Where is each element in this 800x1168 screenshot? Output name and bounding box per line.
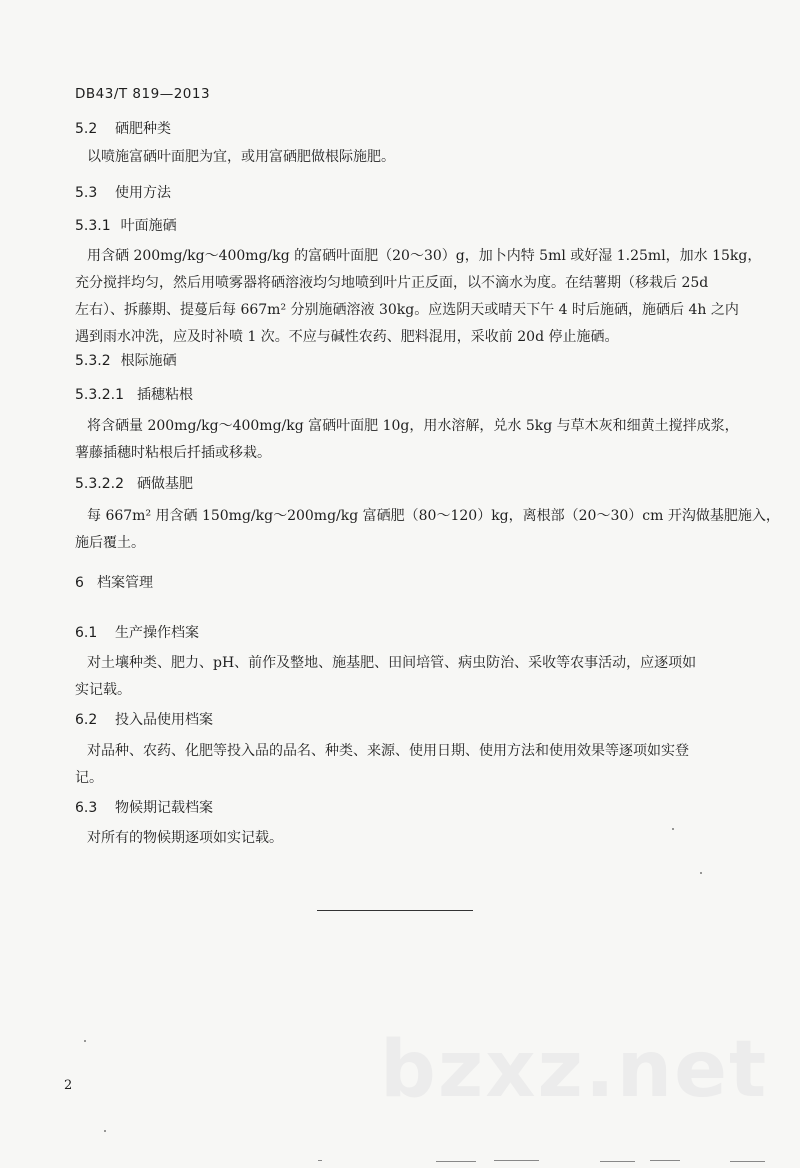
section-6-2-heading: [75, 709, 213, 729]
section-title: 投入品使用档案: [115, 712, 213, 728]
standard-code-header: DB43/T 819—2013: [75, 86, 211, 102]
section-number: 6.3: [75, 800, 98, 816]
paragraph-5-3-1: [75, 243, 762, 351]
section-5-3-2-2-heading: [75, 473, 193, 493]
page-number: 2: [64, 1078, 73, 1093]
section-5-3-2-1-heading: [75, 384, 193, 404]
section-number: 6.2: [75, 712, 98, 728]
scan-speck: [84, 1040, 86, 1042]
text-line: 遇到雨水冲洗，应及时补喷 1 次。不应与碱性农药、肥料混用，采收前 20d 停止施硒。: [75, 329, 619, 345]
text-line: 以喷施富硒叶面肥为宜，或用富硒肥做根际施肥。: [87, 149, 395, 165]
section-6-1-heading: [75, 622, 199, 642]
text-line: 对品种、农药、化肥等投入品的品名、种类、来源、使用日期、使用方法和使用效果等逐项如实登: [87, 743, 689, 759]
section-number: 5.3.2: [75, 353, 111, 369]
section-title: 硒做基肥: [137, 476, 193, 492]
section-number: 5.3.1: [75, 218, 111, 234]
section-title: 硒肥种类: [115, 121, 171, 137]
section-title: 物候期记载档案: [115, 800, 213, 816]
scan-artifact: [600, 1161, 635, 1162]
section-number: 5.3.2.1: [75, 387, 124, 403]
section-title: 根际施硒: [120, 353, 177, 369]
paragraph-5-2: [75, 144, 735, 171]
scan-speck: [104, 1130, 106, 1132]
paragraph-5-3-2-2: [75, 503, 780, 557]
section-number: 6: [75, 575, 84, 591]
section-number: 5.3: [75, 185, 98, 201]
section-5-3-2-heading: [75, 350, 177, 370]
section-title: 插穗粘根: [137, 387, 193, 403]
text-line: 对土壤种类、肥力、pH、前作及整地、施基肥、田间培管、病虫防治、采收等农事活动，应逐项如: [87, 655, 697, 671]
scan-artifact: [318, 1160, 322, 1161]
scan-artifact: [650, 1160, 680, 1161]
text-line: 对所有的物候期逐项如实记载。: [87, 830, 283, 846]
section-5-3-heading: [75, 182, 171, 202]
text-line: 充分搅拌均匀，然后用喷雾器将硒溶液均匀地喷到叶片正反面，以不滴水为度。在结薯期（移栽后 25d: [75, 275, 709, 291]
watermark: bzxz.net: [380, 1025, 769, 1115]
section-title: 叶面施硒: [120, 218, 177, 234]
section-5-2-heading: [75, 118, 171, 138]
scan-speck: [672, 828, 674, 830]
scan-artifact: [494, 1160, 539, 1161]
text-line: 用含硒 200mg/kg～400mg/kg 的富硒叶面肥（20～30）g，加卜内特 5ml 或好湿 1.25ml，加水 15kg，: [87, 248, 762, 264]
section-number: 5.2: [75, 121, 98, 137]
text-line: 记。: [75, 770, 103, 786]
paragraph-6-2: [75, 738, 735, 792]
text-line: 左右）、拆藤期、提蔓后每 667m² 分别施硒溶液 30kg。应选阴天或晴天下午 4 时后施硒，施硒后 4h 之内: [75, 302, 739, 318]
text-line: 将含硒量 200mg/kg～400mg/kg 富硒叶面肥 10g，用水溶解，兑水 5kg 与草木灰和细黄土搅拌成浆，: [87, 418, 739, 434]
scan-speck: [700, 872, 702, 874]
section-5-3-1-heading: [75, 215, 177, 235]
text-line: 每 667m² 用含硒 150mg/kg～200mg/kg 富硒肥（80～120）kg，离根部（20～30）cm 开沟做基肥施入，: [87, 508, 780, 524]
section-number: 6.1: [75, 625, 98, 641]
scan-artifact: [436, 1161, 476, 1162]
section-title: 生产操作档案: [115, 625, 199, 641]
paragraph-6-3: [75, 825, 735, 852]
section-6-3-heading: [75, 797, 213, 817]
paragraph-5-3-2-1: [75, 413, 739, 467]
paragraph-6-1: [75, 650, 735, 704]
section-6-heading: [75, 572, 153, 592]
text-line: 施后覆土。: [75, 535, 145, 551]
text-line: 薯藤插穗时粘根后扦插或移栽。: [75, 445, 271, 461]
section-title: 使用方法: [115, 185, 171, 201]
end-of-document-rule: [317, 910, 473, 911]
text-line: 实记载。: [75, 682, 131, 698]
scan-artifact: [730, 1161, 765, 1162]
section-number: 5.3.2.2: [75, 476, 124, 492]
section-title: 档案管理: [97, 575, 153, 591]
